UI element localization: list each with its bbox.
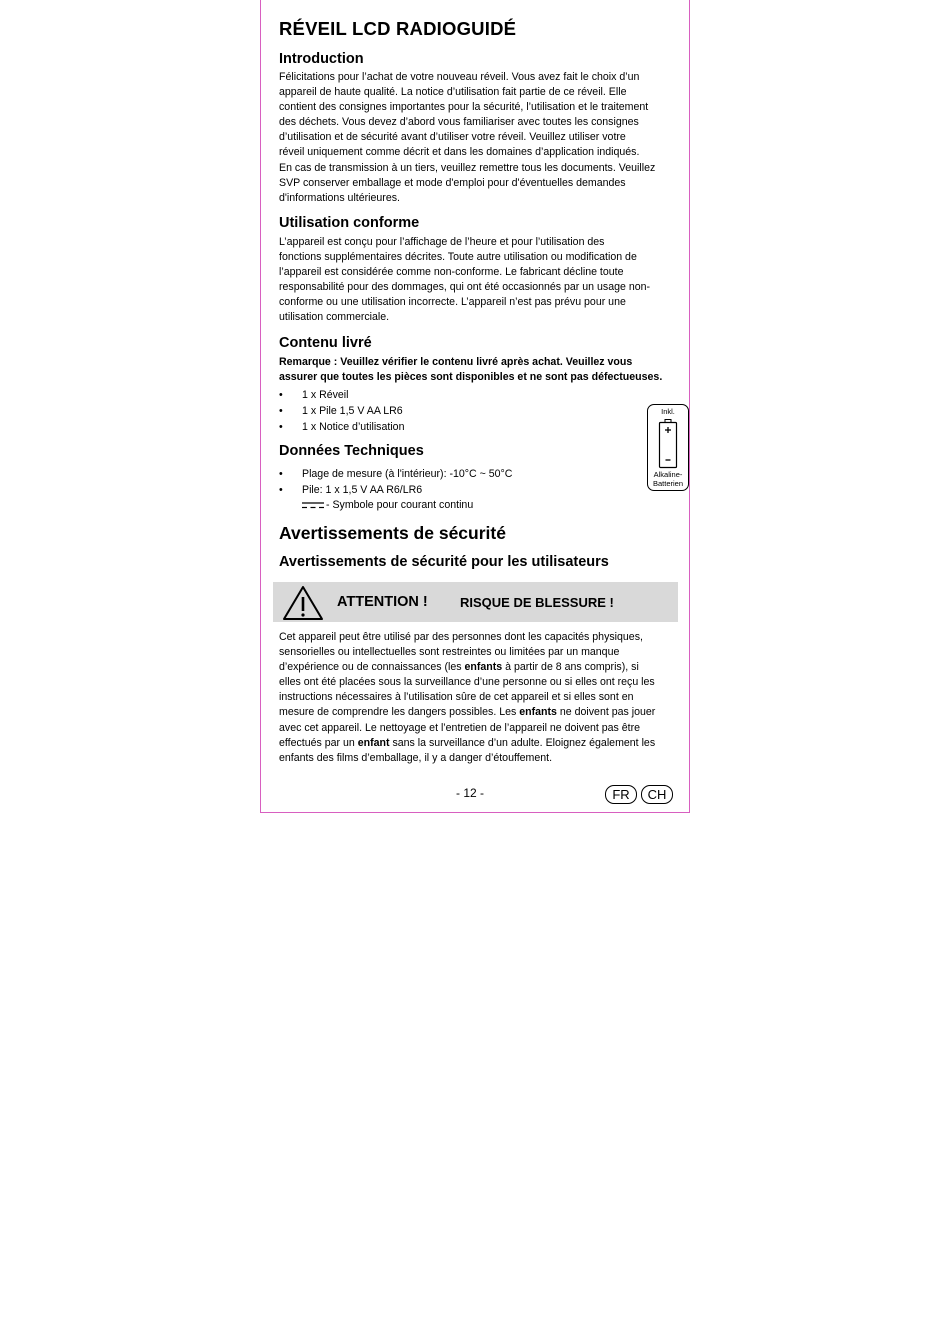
text-line: réveil uniquement comme décrit et dans les domaines d’application indiqués. (279, 146, 640, 159)
text-line: responsabilité pour des dommages, qui ont été occasionnés par un usage non- (279, 281, 651, 294)
warning-triangle-icon (281, 585, 325, 621)
page-number: - 12 - (456, 786, 485, 800)
country-badge-ch: CH (641, 785, 673, 804)
contents-list (279, 387, 404, 435)
text-line: mesure de comprendre les dangers possibles. Les enfants ne doivent pas jouer (279, 706, 656, 719)
specs-list (279, 466, 512, 498)
country-badge-fr: FR (605, 785, 637, 804)
direct-current-icon (302, 501, 324, 509)
page-title: RÉVEIL LCD RADIOGUIDÉ (279, 18, 517, 39)
text-line: avec cet appareil. Le nettoyage et l’entretien de l’appareil ne doivent pas être (279, 721, 641, 734)
usage-heading: Utilisation conforme (279, 215, 420, 231)
safety-subheading: Avertissements de sécurité pour les utilisateurs (279, 554, 609, 570)
list-item: • 1 x Notice d’utilisation (279, 419, 404, 435)
safety-paragraph (279, 630, 671, 766)
text-line: utilisation commerciale. (279, 311, 390, 324)
text-line: fonctions supplémentaires décrites. Toute autre utilisation ou modification de (279, 251, 637, 264)
manual-page (260, 0, 690, 813)
risk-label: RISQUE DE BLESSURE ! (460, 595, 614, 610)
badge-line: Batterien (652, 479, 684, 488)
intro-paragraph (279, 70, 671, 206)
text-line: assurer que toutes les pièces sont disponibles et ne sont pas défectueuses. (279, 371, 663, 384)
badge-top-label: Inkl. (661, 407, 675, 416)
emphasis-children: enfants (519, 706, 557, 719)
specs-heading: Données Techniques (279, 443, 424, 459)
list-item: • Pile: 1 x 1,5 V AA R6/LR6 (279, 482, 512, 498)
list-item: • 1 x Réveil (279, 387, 404, 403)
text-line: d’utilisation et de sécurité avant d’utiliser votre réveil. Veuillez utiliser votre (279, 131, 626, 144)
dc-symbol-line (302, 498, 662, 513)
attention-label: ATTENTION ! (337, 594, 428, 610)
usage-paragraph (279, 235, 671, 326)
text-line: contient des consignes importantes pour la sécurité, l’utilisation et le traitement (279, 101, 649, 114)
battery-included-badge (647, 404, 689, 491)
badge-line: Alkaline- (653, 470, 683, 479)
text-line: effectués par un enfant sans la surveillance d’un adulte. Eloignez également les (279, 736, 656, 749)
text-line: d’expérience ou de connaissances (les enfants à partir de 8 ans compris), si (279, 661, 639, 674)
text-line: appareil de haute qualité. La notice d’utilisation fait partie de ce réveil. Elle (279, 86, 627, 99)
text-line: instructions nécessaires à l’utilisation sûre de cet appareil et si elles sont en (279, 691, 634, 704)
text-line: enfants des films d’emballage, il y a danger d’étouffement. (279, 751, 553, 764)
badge-bottom-label (648, 470, 688, 488)
safety-heading: Avertissements de sécurité (279, 523, 506, 543)
warning-banner (273, 582, 678, 622)
text-line: Remarque : Veuillez vérifier le contenu livré après achat. Veuillez vous (279, 356, 633, 368)
text-line: elles ont été placées sous la surveillance d’une personne ou si elles ont reçu les (279, 676, 655, 689)
contents-heading: Contenu livré (279, 335, 372, 351)
text-line: sensorielles ou intellectuelles sont restreintes ou limitées par un manque (279, 646, 620, 659)
dc-symbol-text: - Symbole pour courant continu (326, 499, 474, 511)
list-item: • Plage de mesure (à l'intérieur): -10°C ~ 50°C (279, 466, 512, 482)
list-item: • 1 x Pile 1,5 V AA LR6 (279, 403, 404, 419)
intro-heading: Introduction (279, 51, 364, 67)
text-line: d'informations ultérieures. (279, 191, 400, 204)
text-line: SVP conserver emballage et mode d'emploi pour d'éventuelles demandes (279, 176, 626, 189)
text-line: des déchets. Vous devez d’abord vous familiariser avec toutes les consignes (279, 116, 639, 129)
emphasis-children: enfants (464, 661, 503, 674)
text-line: l’appareil est considérée comme non-conforme. Le fabricant décline toute (279, 266, 624, 279)
text-line: conforme ou une utilisation incorrecte. L’appareil n’est pas prévu pour une (279, 296, 626, 309)
battery-icon (658, 419, 678, 469)
emphasis-child: enfant (357, 736, 390, 749)
text-line: En cas de transmission à un tiers, veuillez remettre tous les documents. Veuillez (279, 161, 656, 174)
contents-note (279, 355, 671, 385)
text-line: L’appareil est conçu pour l’affichage de l’heure et pour l’utilisation des (279, 236, 605, 248)
text-line: Cet appareil peut être utilisé par des personnes dont les capacités physiques, (279, 631, 643, 643)
text-line: Félicitations pour l’achat de votre nouveau réveil. Vous avez fait le choix d’un (279, 71, 640, 83)
